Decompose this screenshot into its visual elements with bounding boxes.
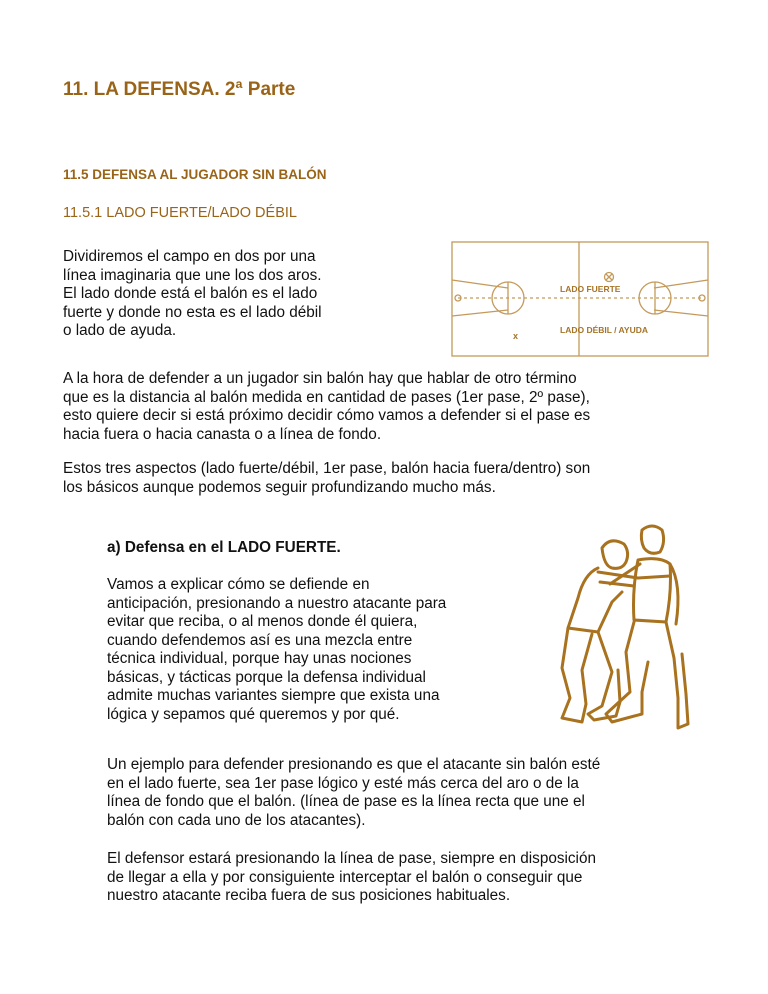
text-line: nuestro atacante reciba fuera de sus posiciones habituales. bbox=[107, 887, 511, 904]
text-line: que es la distancia al balón medida en cantidad de pases (1er pase, 2º pase), bbox=[63, 388, 590, 406]
subsection-heading: 11.5.1 LADO FUERTE/LADO DÉBIL bbox=[63, 205, 297, 221]
intro-paragraph bbox=[63, 248, 322, 341]
label-lado-debil: LADO DÉBIL / AYUDA bbox=[560, 325, 649, 335]
text-line: admite muchas variantes siempre que exista una bbox=[107, 687, 440, 704]
court-diagram bbox=[450, 240, 710, 360]
paragraph-anticipation bbox=[107, 576, 446, 724]
text-line: línea imaginaria que une los dos aros. bbox=[63, 266, 322, 284]
player-marker: x bbox=[513, 331, 519, 341]
text-line: esto quiere decir si está próximo decidir cómo vamos a defender si el pase es bbox=[63, 407, 591, 424]
text-line: básicas, y tácticas porque la defensa individual bbox=[107, 668, 426, 686]
text-line: hacia fuera o hacia canasta o a línea de fondo. bbox=[63, 425, 382, 443]
text-line: los básicos aunque podemos seguir profundizando mucho más. bbox=[63, 478, 496, 496]
text-line: anticipación, presionando a nuestro atacante para bbox=[107, 594, 447, 612]
subheading-strong-side: a) Defensa en el LADO FUERTE. bbox=[107, 539, 341, 556]
text-line: evitar que reciba, o al menos donde él quiera, bbox=[107, 613, 418, 630]
text-line: Estos tres aspectos (lado fuerte/débil, 1er pase, balón hacia fuera/dentro) son bbox=[63, 460, 591, 477]
text-line: balón con cada uno de los atacantes). bbox=[107, 811, 366, 829]
text-line: cuando defendemos así es una mezcla entre bbox=[107, 631, 413, 649]
text-line: Vamos a explicar cómo se defiende en bbox=[107, 576, 370, 593]
text-line: fuerte y donde no esta es el lado débil bbox=[63, 303, 322, 321]
paragraph-defender bbox=[107, 850, 596, 906]
paragraph-example bbox=[107, 756, 600, 830]
label-lado-fuerte: LADO FUERTE bbox=[560, 284, 621, 294]
text-line: A la hora de defender a un jugador sin balón hay que hablar de otro término bbox=[63, 370, 577, 387]
text-line: de llegar a ella y por consiguiente interceptar el balón o conseguir que bbox=[107, 868, 583, 886]
players-illustration bbox=[540, 520, 690, 745]
text-line: Dividiremos el campo en dos por una bbox=[63, 248, 316, 265]
page-title: 11. LA DEFENSA. 2ª Parte bbox=[63, 79, 296, 100]
text-line: en el lado fuerte, sea 1er pase lógico y esté más cerca del aro o de la bbox=[107, 774, 579, 792]
paragraph-aspects bbox=[63, 460, 590, 497]
text-line: lógica y sepamos qué queremos y por qué. bbox=[107, 705, 400, 723]
text-line: técnica individual, porque hay unas nociones bbox=[107, 650, 412, 667]
text-line: El defensor estará presionando la línea de pase, siempre en disposición bbox=[107, 850, 596, 867]
text-line: o lado de ayuda. bbox=[63, 322, 177, 339]
text-line: Un ejemplo para defender presionando es que el atacante sin balón esté bbox=[107, 756, 601, 773]
section-heading: 11.5 DEFENSA AL JUGADOR SIN BALÓN bbox=[63, 167, 327, 182]
text-line: El lado donde está el balón es el lado bbox=[63, 285, 318, 302]
paragraph-distance bbox=[63, 370, 590, 444]
text-line: línea de fondo que el balón. (línea de pase es la línea recta que une el bbox=[107, 793, 585, 810]
